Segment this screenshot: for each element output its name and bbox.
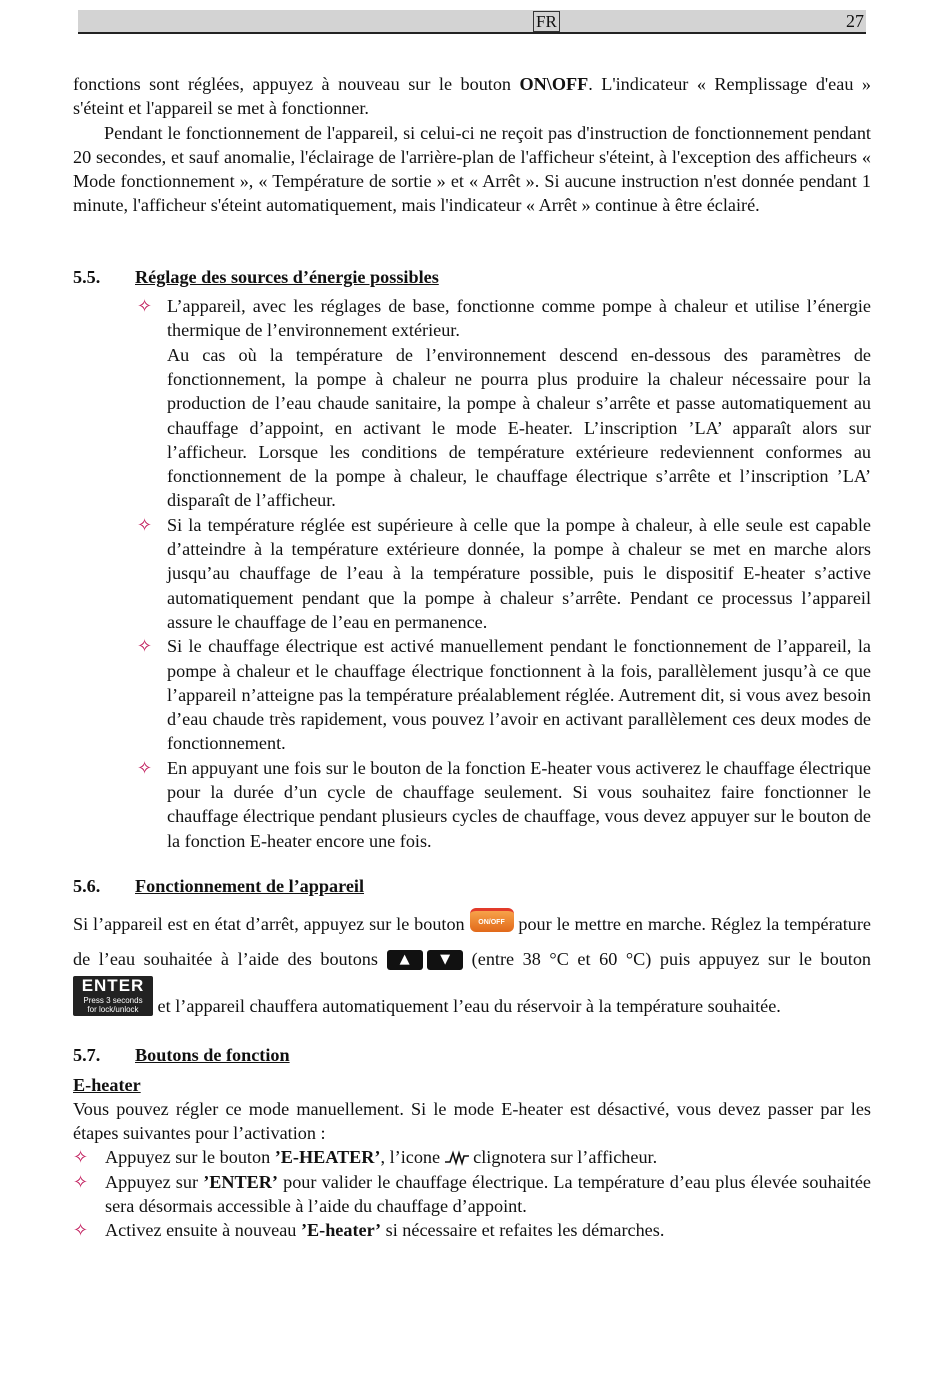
section-number: 5.5. (73, 266, 101, 287)
star-bullet-icon: ✧ (137, 296, 153, 317)
intro-paragraph-1: fonctions sont réglées, appuyez à nouveau sur le bouton ON\OFF. L'indicateur « Remplissage d'eau » s'éteint et l'appareil se met à fonctionner. (73, 74, 871, 119)
list-item: ✧ Si le chauffage électrique est activé manuellement pendant le fonctionnement de l’appareil, la pompe à chaleur et le chauffage électrique fonctionnent à la fois, parallèlement jusqu’à ce que l’appareil n’atteigne pas la température préalablement réglée. Autrement dit, si vous avez besoin d’eau chaude très rapidement, vous pouvez l’avoir en activant parallèlement ces deux modes de fonctionnement. (137, 636, 871, 754)
list-item: ✧ En appuyant une fois sur le bouton de la fonction E-heater vous activerez le chauffage électrique pour la durée d’un cycle de chauffage seulement. Si vous souhaitez faire fonctionner le chauffage électrique pendant plusieurs cycles de chauffage, vous devez appuyer sur le bouton de la fonction E-heater encore une fois. (137, 757, 871, 851)
section-number: 5.6. (73, 875, 101, 896)
arrow-up-icon: ▲ (387, 950, 423, 970)
enter-button-icon: ENTER Press 3 seconds for lock/unlock (73, 976, 153, 1016)
section-5-7-heading (73, 1043, 871, 1067)
star-bullet-icon: ✧ (73, 1147, 89, 1168)
section-title: Réglage des sources d’énergie possibles (135, 266, 439, 287)
eheater-steps-list (73, 1145, 871, 1242)
intro-paragraph-2: Pendant le fonctionnement de l'appareil, si celui-ci ne reçoit pas d'instruction de fonctionnement pendant 20 secondes, et sauf anomalie, l'éclairage de l'arrière-plan de l'afficheur s'éteint, à l'exception des afficheurs « Mode fonctionnement », « Température de sortie » et « Arrêt ». Si aucune instruction n'est donnée pendant 1 minute, l'afficheur s'éteint automatiquement, mais l'indicateur « Arrêt » continue à être éclairé. (73, 122, 871, 216)
subsection-title: E-heater (73, 1074, 141, 1095)
heater-icon (445, 1150, 469, 1166)
operation-paragraph: Si l’appareil est en état d’arrêt, appuyez sur le bouton ON/OFF pour le mettre en marche. Réglez la température de l’eau souhaitée à l’aide des boutons ▲ ▼ (entre 38 °C et 60 °C) puis appuyez sur le bouton ENTER Press 3 seconds for lock/unlock et l’appareil chauffera automatiquement l’eau du réservoir à la température souhaitée. (73, 908, 871, 1023)
energy-sources-list (73, 294, 871, 853)
up-down-buttons-icon (387, 941, 464, 974)
section-title: Fonctionnement de l’appareil (135, 875, 365, 896)
list-item: ✧ Activez ensuite à nouveau ’E-heater’ si nécessaire et refaites les démarches. (73, 1218, 871, 1242)
section-number: 5.7. (73, 1045, 101, 1066)
list-item: ✧ Si la température réglée est supérieure à celle que la pompe à chaleur, à elle seule est capable d’atteindre à la température extérieure donnée, la pompe à chaleur se met en marche alors jusqu’au chauffage de l’eau à la température possible, puis le dispositif E-heater s’active automatiquement pendant que la pompe à chaleur s’arrête. Pendant ce processus l’appareil assure le chauffage de l’eau en permanence. (137, 514, 871, 632)
star-bullet-icon: ✧ (73, 1220, 89, 1241)
star-bullet-icon: ✧ (137, 514, 153, 535)
list-item: ✧ Appuyez sur le bouton ’E-HEATER’, l’icone clignotera sur l’afficheur. (73, 1145, 871, 1169)
star-bullet-icon: ✧ (73, 1171, 89, 1192)
arrow-down-icon: ▼ (427, 950, 463, 970)
onoff-button-icon: ON/OFF (470, 908, 514, 932)
star-bullet-icon: ✧ (137, 757, 153, 778)
section-5-6-heading (73, 874, 871, 898)
star-bullet-icon: ✧ (137, 636, 153, 657)
page-header (78, 10, 866, 34)
section-title: Boutons de fonction (135, 1045, 290, 1066)
language-tag: FR (533, 11, 560, 32)
list-item: ✧ L’appareil, avec les réglages de base, fonctionne comme pompe à chaleur et utilise l’énergie thermique de l’environnement extérieur. Au cas où la température de l’environnement descend en-dessous des paramètres de fonctionnement, la pompe à chaleur ne pourra plus produire la chaleur nécessaire pour la production de l’eau chaude sanitaire, la pompe à chaleur s’arrête et passe automatiquement au chauffage d’appoint, en activant le mode E-heater. L’inscription ’LA’ apparaît alors sur l’afficheur. Lorsque les conditions de température extérieure redeviennent conformes au fonctionnement de la pompe à chaleur, le chauffage électrique s’arrête et l’inscription ’LA’ disparaît de l’afficheur. (137, 296, 871, 511)
list-item: ✧ Appuyez sur ’ENTER’ pour valider le chauffage électrique. La température d’eau plus élevée souhaitée sera désormais accessible à l’aide du chauffage d’appoint. (73, 1171, 871, 1216)
eheater-intro: Vous pouvez régler ce mode manuellement. Si le mode E-heater est désactivé, vous devez passer par les étapes suivantes pour l’activation : (73, 1098, 871, 1144)
page-number: 27 (846, 11, 864, 31)
page-content (73, 72, 871, 1243)
section-5-5-heading (73, 265, 871, 289)
